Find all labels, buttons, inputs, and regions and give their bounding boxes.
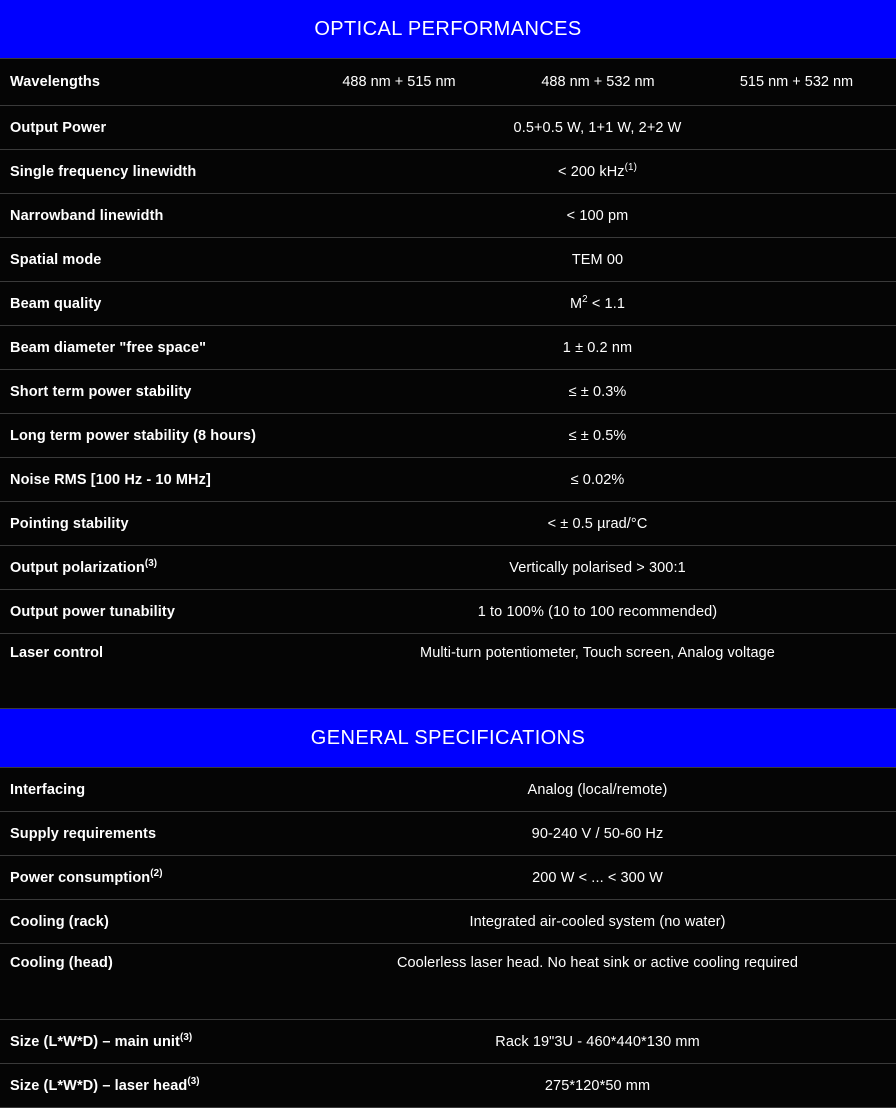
row-label-wavelengths: Wavelengths: [0, 59, 299, 106]
row-label-supply-requirements: Supply requirements: [0, 812, 299, 856]
row-value-interfacing: Analog (local/remote): [299, 768, 896, 812]
row-value-size-main-unit: Rack 19"3U - 460*440*130 mm: [299, 1020, 896, 1064]
table-row: [0, 238, 896, 282]
section-header-general-specifications: [0, 709, 896, 767]
table-row: [0, 856, 896, 900]
row-label-power-consumption: [0, 856, 299, 900]
label-text: Output polarization: [10, 559, 145, 576]
wavelength-column-3: 515 nm + 532 nm: [697, 59, 896, 106]
row-label-size-main-unit: [0, 1020, 299, 1064]
table-row: [0, 944, 896, 1020]
value-text-suffix: < 1.1: [587, 295, 626, 312]
table-row: [0, 282, 896, 326]
wavelength-column-2: 488 nm + 532 nm: [499, 59, 697, 106]
row-label-pointing-stability: Pointing stability: [0, 502, 299, 546]
row-label-short-term-power-stability: Short term power stability: [0, 370, 299, 414]
table-row: [0, 502, 896, 546]
row-label-output-power-tunability: Output power tunability: [0, 590, 299, 634]
footnote-marker: (3): [179, 1031, 193, 1043]
row-value-spatial-mode: TEM 00: [299, 238, 896, 282]
row-label-output-power: Output Power: [0, 106, 299, 150]
row-label-beam-diameter: Beam diameter "free space": [0, 326, 299, 370]
row-label-size-laser-head: [0, 1064, 299, 1108]
table-row: [0, 1064, 896, 1108]
optical-performances-table: [0, 58, 896, 709]
table-row-wavelengths: [0, 59, 896, 106]
footnote-marker: (2): [150, 867, 163, 879]
table-row: [0, 1020, 896, 1064]
footnote-marker: (1): [624, 161, 637, 173]
table-row: [0, 812, 896, 856]
section-title-text: GENERAL SPECIFICATIONS: [310, 726, 586, 749]
row-value-power-consumption: 200 W < ... < 300 W: [299, 856, 896, 900]
row-label-noise-rms: Noise RMS [100 Hz - 10 MHz]: [0, 458, 299, 502]
row-value-output-power: 0.5+0.5 W, 1+1 W, 2+2 W: [299, 106, 896, 150]
table-row: [0, 150, 896, 194]
row-value-output-polarization: Vertically polarised > 300:1: [299, 546, 896, 590]
wavelength-column-1: 488 nm + 515 nm: [299, 59, 499, 106]
table-row: [0, 194, 896, 238]
table-row: [0, 106, 896, 150]
row-value-output-power-tunability: 1 to 100% (10 to 100 recommended): [299, 590, 896, 634]
row-label-spatial-mode: Spatial mode: [0, 238, 299, 282]
table-row: [0, 768, 896, 812]
row-label-single-frequency-linewidth: Single frequency linewidth: [0, 150, 299, 194]
label-text: Size (L*W*D) – main unit: [10, 1033, 180, 1050]
row-label-cooling-head: Cooling (head): [0, 944, 299, 1020]
row-value-narrowband-linewidth: < 100 pm: [299, 194, 896, 238]
row-label-long-term-power-stability: Long term power stability (8 hours): [0, 414, 299, 458]
row-value-long-term-power-stability: ≤ ± 0.5%: [299, 414, 896, 458]
exponent-marker: 2: [582, 293, 588, 305]
row-label-cooling-rack: Cooling (rack): [0, 900, 299, 944]
row-value-supply-requirements: 90-240 V / 50-60 Hz: [299, 812, 896, 856]
row-label-laser-control: Laser control: [0, 634, 299, 709]
section-header-optical-performances: [0, 0, 896, 58]
table-row: [0, 414, 896, 458]
row-value-pointing-stability: < ± 0.5 µrad/°C: [299, 502, 896, 546]
table-row: [0, 458, 896, 502]
row-label-output-polarization: [0, 546, 299, 590]
row-value-noise-rms: ≤ 0.02%: [299, 458, 896, 502]
general-specifications-table: [0, 767, 896, 1108]
row-label-narrowband-linewidth: Narrowband linewidth: [0, 194, 299, 238]
table-row: [0, 900, 896, 944]
row-value-cooling-head: Coolerless laser head. No heat sink or active cooling required: [299, 944, 896, 1020]
row-value-short-term-power-stability: ≤ ± 0.3%: [299, 370, 896, 414]
table-row: [0, 326, 896, 370]
table-row: [0, 590, 896, 634]
label-text: Size (L*W*D) – laser head: [10, 1077, 188, 1094]
row-value-cooling-rack: Integrated air-cooled system (no water): [299, 900, 896, 944]
table-row: [0, 546, 896, 590]
value-text-prefix: M: [569, 295, 583, 312]
row-value-laser-control: Multi-turn potentiometer, Touch screen, Analog voltage: [299, 634, 896, 709]
row-value-single-frequency-linewidth: [299, 150, 896, 194]
value-text: < 200 kHz: [558, 163, 625, 180]
row-label-interfacing: Interfacing: [0, 768, 299, 812]
row-value-beam-quality: [299, 282, 896, 326]
table-row: [0, 370, 896, 414]
row-value-beam-diameter: 1 ± 0.2 nm: [299, 326, 896, 370]
footnote-marker: (3): [144, 557, 158, 569]
section-title-text: OPTICAL PERFORMANCES: [314, 17, 582, 40]
label-text: Power consumption: [10, 869, 151, 886]
row-value-size-laser-head: 275*120*50 mm: [299, 1064, 896, 1108]
footnote-marker: (3): [187, 1075, 200, 1087]
row-label-beam-quality: Beam quality: [0, 282, 299, 326]
table-row: [0, 634, 896, 709]
